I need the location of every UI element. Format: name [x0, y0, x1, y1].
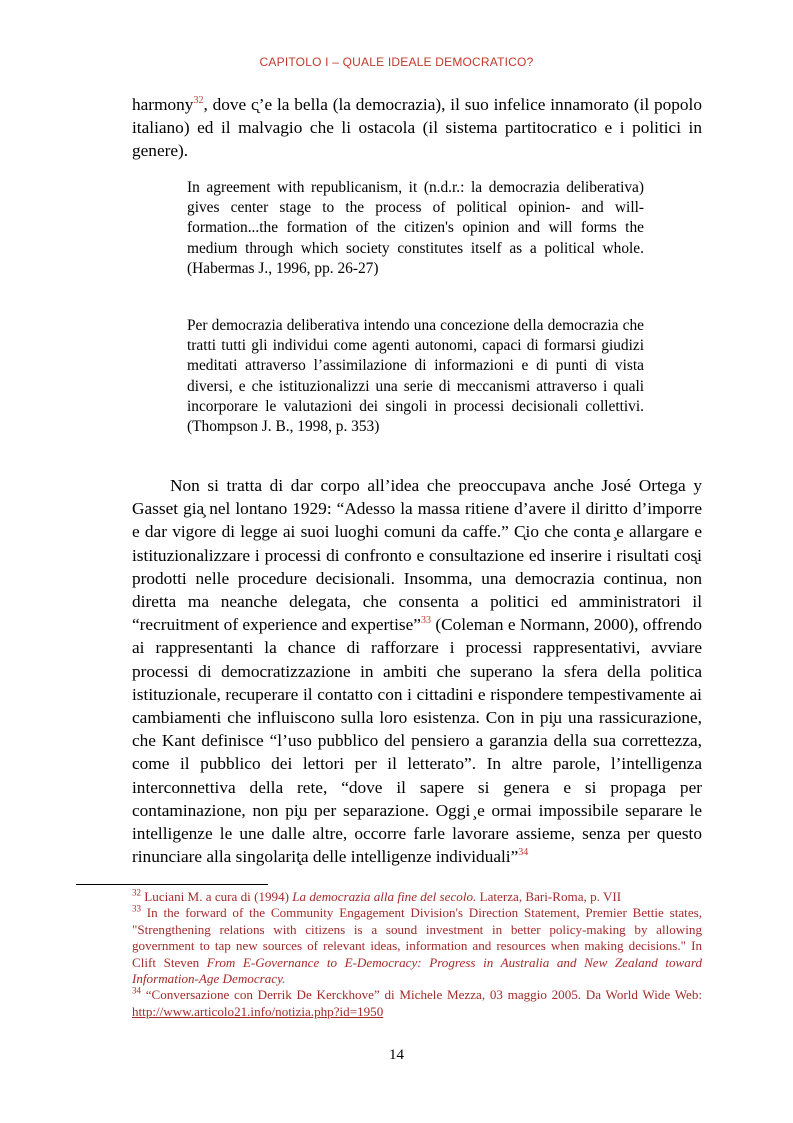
- paragraph-main: [132, 474, 702, 868]
- footnote-ref-34[interactable]: 34: [518, 847, 529, 859]
- footnote-33: [132, 905, 702, 987]
- block-quote-thompson: Per democrazia deliberativa intendo una concezione della democrazia che tratti tutti gli individui come agenti autonomi, capaci di formarsi giudizi meditati attraverso l’assimilazione di informazioni e di punti di vista diversi, e che istituzionalizzi una serie di meccanismi attraverso i quali incorporare le valutazioni dei singoli in processi decisionali collettivi. (Thompson J. B., 1998, p. 353): [187, 317, 644, 436]
- footnote-title: La democrazia alla fine del secolo.: [292, 889, 477, 904]
- paragraph-intro-rest: , dove c̨’e la bella (la democrazia), il suo infelice innamorato (il popolo italiano) ed il malvagio che li ostacola (il sistema partitocratico e i politici in genere).: [132, 95, 702, 161]
- footnote-ref-32[interactable]: 32: [193, 95, 204, 107]
- footnote-link[interactable]: http://www.articolo21.info/notizia.php?id=1950: [132, 1003, 384, 1019]
- footnotes: [132, 889, 702, 1020]
- footnote-text: “Conversazione con Derrik De Kerckhove” di Michele Mezza, 03 maggio 2005. Da World Wide Web:: [145, 987, 703, 1003]
- footnote-publisher: Laterza, Bari-Roma, p. VII: [476, 889, 622, 904]
- paragraph-intro: [132, 93, 702, 163]
- footnote-separator: [76, 884, 268, 885]
- footnote-title: From E-Governance to E-Democracy: Progress in Australia and New Zealand toward Information-Age Democracy.: [132, 954, 702, 987]
- footnote-number: 34: [132, 986, 141, 997]
- running-header: CAPITOLO I – QUALE IDEALE DEMOCRATICO?: [259, 55, 534, 69]
- footnote-text: Luciani M. a cura di (1994): [144, 889, 293, 904]
- footnote-text: In the forward of the Community Engagement Division's Direction Statement, Premier Bettie states, "Strengthening relations with citizens is a sound investment in better policy-making by allowing government to tap new sources of relevant ideas, information and resources when making decisions." In Clift Steven: [132, 905, 703, 970]
- footnote-32: [132, 889, 702, 905]
- footnote-number: 33: [132, 904, 141, 915]
- page-number: 14: [389, 1047, 404, 1063]
- footnote-34: [132, 987, 702, 1020]
- paragraph-main-part1: Non si tratta di dar corpo all’idea che preoccupava anche José Ortega y Gasset gia̧ nel lontano 1929: “Adesso la massa ritiene d’avere il diritto d’imporre e dar vigore di legge ai suoi luoghi comuni da caffe.” C̨io che conta ̧e allargare e istituzionalizzare i processi di confronto e consultazione ed inserire i risultati cos̨i prodotti nelle procedure decisionali. Insomma, una democrazia continua, non diretta ma neanche delegata, che consenta a politici ed amministratori il “recruitment of experience and expertise”: [132, 476, 702, 635]
- paragraph-main-part2: (Coleman e Normann, 2000), offrendo ai rappresentanti la chance di rafforzare i processi rappresentativi, avviare processi di democratizzazione in ambiti che superano la sfera della politica istituzionale, recuperare il contatto con i cittadini e rispondere tempestivamente ai cambiamenti che influiscono sulla loro esistenza. Con in pi̧u una rassicurazione, che Kant definisce “l’uso pubblico del pensiero a garanzia della sua correttezza, come il pubblico dei lettori per il letterato”. In altre parole, l’intelligenza interconnettiva della rete, “dove il sapere si genera e si propaga per contaminazione, non pi̧u per separazione. Oggi ̧e ormai impossibile separare le intelligenze le une dalle altre, occorre farle lavorare assieme, senza per questo rinunciare alla singolarit̨a delle intelligenze individuali”: [132, 615, 702, 867]
- block-quote-habermas: In agreement with republicanism, it (n.d.r.: la democrazia deliberativa) gives center stage to the process of political opinion- and will-formation...the formation of the citizen's opinion and will forms the medium through which society constitutes itself as a political whole. (Habermas J., 1996, pp. 26-27): [187, 179, 644, 277]
- footnote-number: 32: [132, 887, 141, 898]
- paragraph-intro-lead: harmony: [132, 95, 194, 114]
- footnote-ref-33[interactable]: 33: [420, 615, 431, 627]
